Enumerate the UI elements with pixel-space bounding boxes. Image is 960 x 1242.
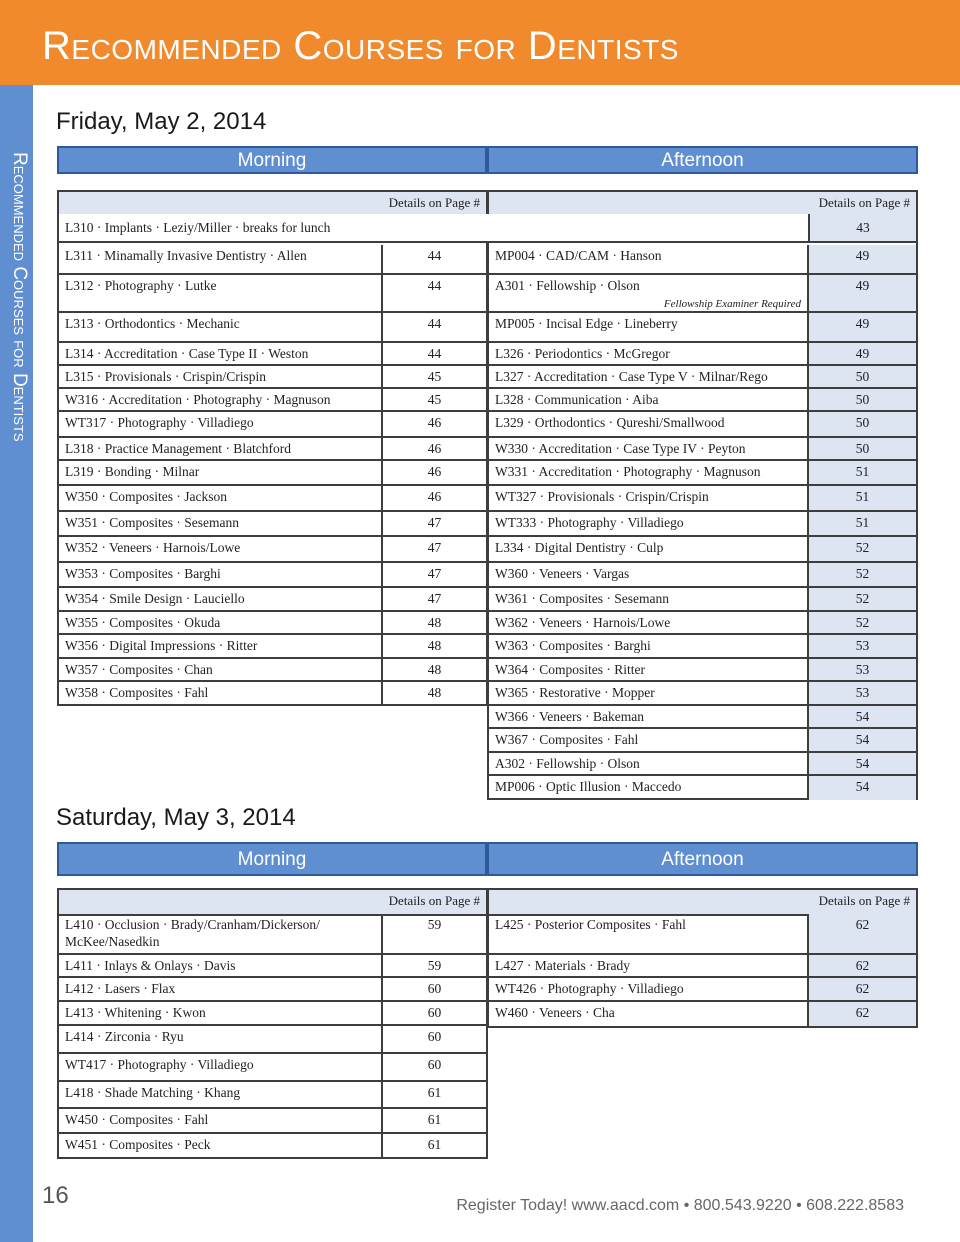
course-name: L334 · Digital Dentistry · Culp (495, 540, 664, 555)
course-page: 44 (381, 275, 486, 311)
course-name: W364 · Composites · Ritter (495, 662, 645, 677)
table-row (489, 729, 916, 753)
friday-afternoon-band: Afternoon (487, 146, 918, 174)
details-header: Details on Page # (59, 192, 486, 218)
course-page: 60 (381, 1026, 486, 1052)
table-row (59, 1082, 486, 1109)
course-page: 46 (381, 461, 486, 484)
course-page: 52 (807, 588, 916, 610)
course-name: W366 · Veneers · Bakeman (495, 709, 644, 724)
course-page: 47 (381, 563, 486, 586)
course-page: 60 (381, 1054, 486, 1080)
table-row (59, 313, 486, 343)
course-name: A302 · Fellowship · Olson (495, 756, 640, 771)
course-name: MP006 · Optic Illusion · Maccedo (495, 779, 682, 794)
table-row (489, 389, 916, 412)
course-name: L413 · Whitening · Kwon (65, 1005, 206, 1020)
course-page: 49 (807, 313, 916, 341)
table-row (59, 1109, 486, 1134)
course-page: 46 (381, 486, 486, 510)
table-row (59, 978, 486, 1002)
table-row (489, 245, 916, 275)
course-page: 52 (807, 537, 916, 561)
table-row (489, 955, 916, 978)
course-name: W358 · Composites · Fahl (65, 685, 209, 700)
course-page: 60 (381, 1002, 486, 1024)
course-name: L313 · Orthodontics · Mechanic (65, 316, 240, 331)
course-name: L410 · Occlusion · Brady/Cranham/Dickerson/ McKee/Nasedkin (65, 917, 320, 949)
table-row (489, 412, 916, 438)
footer-contact: Register Today! www.aacd.com • 800.543.9220 • 608.222.8583 (456, 1197, 904, 1214)
table-row (489, 461, 916, 486)
course-page: 47 (381, 537, 486, 561)
details-header: Details on Page # (489, 890, 916, 916)
course-name: WT327 · Provisionals · Crispin/Crispin (495, 489, 709, 504)
table-row (489, 612, 916, 635)
table-row (59, 563, 486, 588)
course-page: 45 (381, 389, 486, 410)
course-page: 48 (381, 659, 486, 680)
course-page: 59 (381, 914, 486, 953)
table-row (489, 537, 916, 563)
course-name: W357 · Composites · Chan (65, 662, 213, 677)
page-header (0, 0, 960, 85)
course-name: W331 · Accreditation · Photography · Magnuson (495, 464, 761, 479)
table-row (489, 366, 916, 389)
course-name: W362 · Veneers · Harnois/Lowe (495, 615, 671, 630)
course-page: 51 (807, 486, 916, 510)
course-name: W352 · Veneers · Harnois/Lowe (65, 540, 241, 555)
course-name: WT426 · Photography · Villadiego (495, 981, 684, 996)
table-row (59, 682, 486, 706)
saturday-morning-band: Morning (57, 842, 487, 876)
page-number: 16 (42, 1182, 69, 1209)
course-page: 49 (807, 275, 916, 311)
table-row (59, 389, 486, 412)
course-page: 48 (381, 635, 486, 657)
course-name: L310 · Implants · Leziy/Miller · breaks for lunch (65, 220, 331, 235)
course-page: 43 (808, 214, 916, 241)
saturday-title: Saturday, May 3, 2014 (56, 804, 296, 831)
course-name: W450 · Composites · Fahl (65, 1112, 209, 1127)
table-row (59, 366, 486, 389)
table-row (489, 343, 916, 366)
course-name: WT417 · Photography · Villadiego (65, 1057, 254, 1072)
course-name: W460 · Veneers · Cha (495, 1005, 615, 1020)
table-row (59, 343, 486, 366)
friday-morning-table (57, 190, 488, 706)
course-name: W361 · Composites · Sesemann (495, 591, 669, 606)
course-name: L318 · Practice Management · Blatchford (65, 441, 292, 456)
course-name: L414 · Zirconia · Ryu (65, 1029, 184, 1044)
friday-title: Friday, May 2, 2014 (56, 108, 267, 135)
course-name: W353 · Composites · Barghi (65, 566, 221, 581)
course-page: 53 (807, 635, 916, 657)
table-row (489, 275, 916, 313)
course-note: Fellowship Examiner Required (663, 298, 801, 310)
course-name: W356 · Digital Impressions · Ritter (65, 638, 258, 653)
course-name: W351 · Composites · Sesemann (65, 515, 239, 530)
course-name: W330 · Accreditation · Case Type IV · Peyton (495, 441, 746, 456)
table-row (59, 1026, 486, 1054)
friday-morning-band: Morning (57, 146, 487, 174)
table-row (489, 978, 916, 1002)
course-page: 62 (807, 978, 916, 1000)
table-row (489, 588, 916, 612)
course-page: 51 (807, 461, 916, 484)
course-name: W316 · Accreditation · Photography · Magnuson (65, 392, 331, 407)
course-page: 46 (381, 438, 486, 459)
course-name: W350 · Composites · Jackson (65, 489, 227, 504)
course-page: 62 (807, 955, 916, 976)
page-title: Recommended Courses for Dentists (42, 24, 679, 68)
table-row (59, 612, 486, 635)
table-row (59, 914, 486, 955)
course-name: L425 · Posterior Composites · Fahl (495, 917, 686, 932)
course-page: 50 (807, 412, 916, 436)
course-name: L411 · Inlays & Onlays · Davis (65, 958, 236, 973)
course-name: L312 · Photography · Lutke (65, 278, 217, 293)
saturday-morning-table (57, 888, 488, 1159)
table-row (59, 659, 486, 682)
course-name: L311 · Minamally Invasive Dentistry · Allen (65, 248, 307, 263)
course-name: MP004 · CAD/CAM · Hanson (495, 248, 662, 263)
table-row (489, 914, 916, 955)
table-row (59, 1002, 486, 1026)
course-name: WT333 · Photography · Villadiego (495, 515, 684, 530)
course-page: 45 (381, 366, 486, 387)
course-name: L329 · Orthodontics · Qureshi/Smallwood (495, 415, 725, 430)
course-page: 44 (381, 343, 486, 364)
table-row (59, 588, 486, 612)
course-name: W365 · Restorative · Mopper (495, 685, 655, 700)
course-page: 53 (807, 659, 916, 680)
course-page: 44 (381, 313, 486, 341)
table-row (59, 438, 486, 461)
course-name: L412 · Lasers · Flax (65, 981, 176, 996)
table-row-full (57, 214, 918, 243)
course-name: L427 · Materials · Brady (495, 958, 630, 973)
course-page: 46 (381, 412, 486, 436)
table-row (489, 438, 916, 461)
course-name: A301 · Fellowship · Olson (495, 278, 640, 293)
table-row (489, 635, 916, 659)
course-page: 48 (381, 682, 486, 706)
course-name: L314 · Accreditation · Case Type II · Weston (65, 346, 309, 361)
course-page: 61 (381, 1082, 486, 1107)
table-row (489, 563, 916, 588)
course-page: 54 (807, 753, 916, 774)
course-page: 52 (807, 612, 916, 633)
table-row (59, 245, 486, 275)
course-page: 61 (381, 1134, 486, 1159)
course-name: L327 · Accreditation · Case Type V · Milnar/Rego (495, 369, 768, 384)
course-page: 50 (807, 438, 916, 459)
course-page: 59 (381, 955, 486, 976)
details-header: Details on Page # (59, 890, 486, 916)
course-page: 62 (807, 1002, 916, 1026)
course-page: 50 (807, 366, 916, 387)
table-row (59, 512, 486, 537)
table-row (59, 486, 486, 512)
table-row (59, 635, 486, 659)
course-name: MP005 · Incisal Edge · Lineberry (495, 316, 678, 331)
course-name: WT317 · Photography · Villadiego (65, 415, 254, 430)
table-row (489, 682, 916, 706)
table-row (59, 537, 486, 563)
course-page: 51 (807, 512, 916, 535)
course-page: 48 (381, 612, 486, 633)
course-page: 54 (807, 729, 916, 751)
course-page: 44 (381, 245, 486, 273)
table-row (489, 313, 916, 343)
saturday-afternoon-table (487, 888, 918, 1028)
side-title: Recommended Courses for Dentists (9, 152, 30, 442)
table-row (489, 753, 916, 776)
course-page: 62 (807, 914, 916, 953)
saturday-afternoon-band: Afternoon (487, 842, 918, 876)
table-row (59, 275, 486, 313)
table-row (59, 412, 486, 438)
table-row (59, 955, 486, 978)
table-row (59, 1134, 486, 1159)
course-page: 60 (381, 978, 486, 1000)
course-name: L315 · Provisionals · Crispin/Crispin (65, 369, 267, 384)
course-name: L326 · Periodontics · McGregor (495, 346, 670, 361)
table-row (59, 461, 486, 486)
course-name: L418 · Shade Matching · Khang (65, 1085, 241, 1100)
course-page: 52 (807, 563, 916, 586)
course-name: W451 · Composites · Peck (65, 1137, 211, 1152)
course-name: W367 · Composites · Fahl (495, 732, 639, 747)
table-row (489, 706, 916, 729)
course-page: 47 (381, 588, 486, 610)
table-row (59, 1054, 486, 1082)
course-page: 53 (807, 682, 916, 704)
course-page: 61 (381, 1109, 486, 1132)
table-row (489, 486, 916, 512)
course-name: W354 · Smile Design · Lauciello (65, 591, 245, 606)
course-page: 54 (807, 776, 916, 800)
table-row (489, 659, 916, 682)
table-row (489, 776, 916, 800)
course-name: W355 · Composites · Okuda (65, 615, 221, 630)
details-header: Details on Page # (489, 192, 916, 218)
course-name: L328 · Communication · Aiba (495, 392, 659, 407)
course-page: 50 (807, 389, 916, 410)
course-name: W360 · Veneers · Vargas (495, 566, 630, 581)
table-row (489, 512, 916, 537)
course-name: L319 · Bonding · Milnar (65, 464, 200, 479)
course-page: 49 (807, 245, 916, 273)
course-name: W363 · Composites · Barghi (495, 638, 651, 653)
friday-afternoon-table (487, 190, 918, 800)
course-page: 49 (807, 343, 916, 364)
course-page: 47 (381, 512, 486, 535)
course-page: 54 (807, 706, 916, 727)
table-row (489, 1002, 916, 1026)
